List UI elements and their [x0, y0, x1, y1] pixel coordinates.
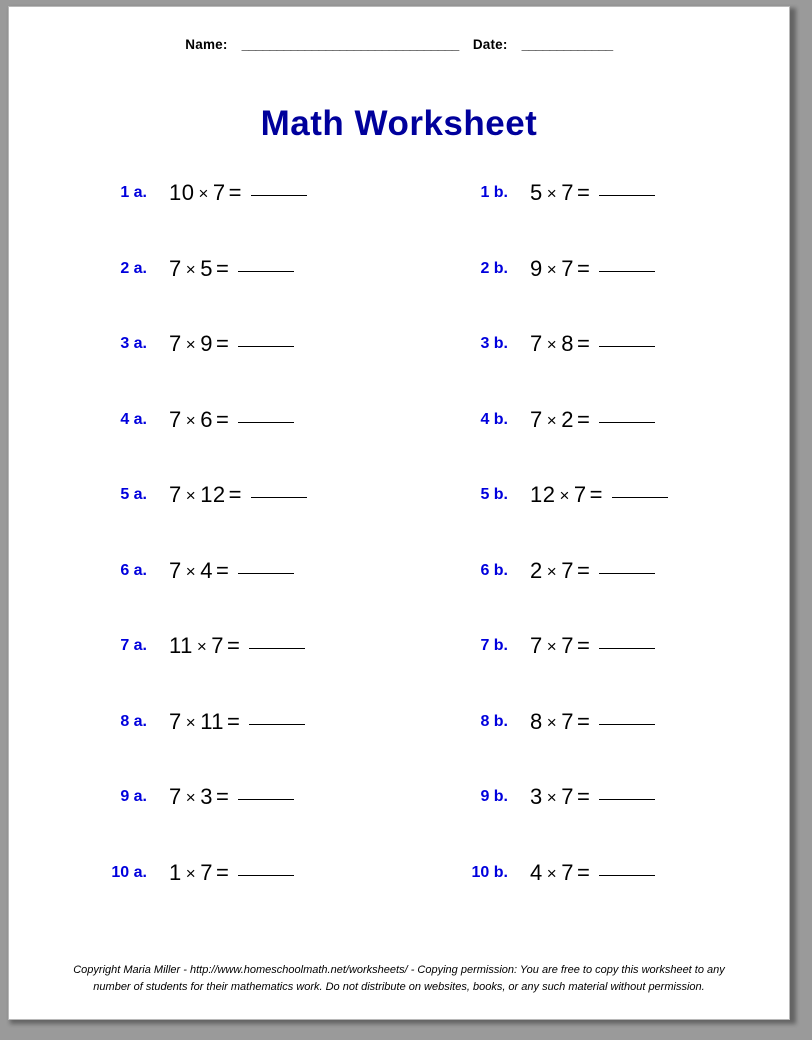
problem-row: [9, 180, 789, 256]
problem-cell: [428, 256, 789, 332]
multiply-icon: ×: [546, 863, 558, 883]
problem-label: 6 b.: [480, 561, 508, 579]
equals-sign: =: [227, 708, 241, 734]
operand-a: 7: [530, 633, 543, 658]
operand-a: 9: [530, 255, 543, 281]
answer-blank[interactable]: [599, 195, 655, 196]
operand-b: 2: [561, 406, 574, 432]
operand-b: 7: [573, 482, 587, 507]
problem-expression: [147, 256, 294, 282]
problem-label: 3 b.: [480, 335, 508, 352]
operand-b: 7: [561, 255, 574, 281]
operand-b: 9: [200, 331, 213, 356]
problem-label: 3 a.: [120, 335, 147, 352]
problem-cell: [9, 633, 428, 709]
problem-expression: [147, 180, 307, 206]
problem-label: 4 b.: [480, 410, 508, 428]
answer-blank[interactable]: [238, 573, 294, 574]
problem-label: 1 a.: [120, 184, 147, 201]
problem-cell: [9, 709, 428, 785]
problem-expression: [508, 256, 655, 282]
equals-sign: =: [215, 557, 230, 583]
problem-label: 10 a.: [111, 863, 147, 881]
multiply-icon: ×: [546, 335, 558, 354]
copyright-line-1: Copyright Maria Miller - http://www.homeschoolmath.net/worksheets/ - Copying permission: You are free to copy this worksheet to any: [73, 963, 725, 976]
operand-a: 7: [530, 406, 543, 432]
problem-row: [9, 331, 789, 407]
problem-cell: [9, 558, 428, 634]
operand-a: 12: [530, 482, 556, 507]
problem-label: 5 b.: [480, 486, 508, 503]
problem-label: 7 a.: [120, 637, 147, 654]
problem-row: [9, 784, 789, 860]
problem-expression: [508, 180, 655, 206]
date-label: Date:: [472, 37, 508, 52]
problem-expression: [508, 784, 655, 810]
operand-b: 5: [200, 255, 213, 281]
problem-expression: [508, 407, 655, 433]
answer-blank[interactable]: [599, 422, 655, 423]
operand-a: 7: [169, 557, 182, 583]
problem-cell: [9, 784, 428, 860]
multiply-icon: ×: [185, 486, 197, 505]
problem-cell: [9, 407, 428, 483]
operand-a: 7: [530, 331, 543, 356]
problem-cell: [9, 860, 428, 936]
multiply-icon: ×: [559, 486, 570, 505]
problem-expression: [147, 482, 307, 508]
answer-blank[interactable]: [238, 346, 294, 347]
problem-grid: [9, 180, 789, 935]
operand-b: 7: [212, 180, 226, 205]
answer-blank[interactable]: [251, 497, 307, 498]
answer-blank[interactable]: [249, 648, 305, 649]
multiply-icon: ×: [546, 788, 558, 807]
problem-expression: [508, 709, 655, 735]
problem-label: 8 a.: [120, 712, 147, 730]
operand-b: 7: [561, 180, 574, 205]
operand-a: 7: [169, 331, 182, 356]
operand-b: 4: [200, 557, 213, 583]
equals-sign: =: [215, 406, 230, 432]
multiply-icon: ×: [546, 410, 558, 430]
name-blank-line: _______________________________: [241, 37, 459, 52]
problem-cell: [9, 180, 428, 256]
multiply-icon: ×: [546, 712, 558, 732]
problem-cell: [428, 180, 789, 256]
equals-sign: =: [576, 180, 591, 205]
answer-blank[interactable]: [599, 271, 655, 272]
problem-cell: [9, 331, 428, 407]
problem-cell: [428, 482, 789, 558]
equals-sign: =: [215, 331, 230, 356]
operand-a: 4: [530, 859, 543, 885]
copyright-line-2: number of students for their mathematics work. Do not distribute on websites, books, or any such material without permission.: [93, 981, 705, 994]
problem-cell: [428, 784, 789, 860]
operand-a: 7: [169, 784, 182, 809]
problem-label: 10 b.: [471, 863, 508, 881]
problem-row: [9, 709, 789, 785]
equals-sign: =: [576, 557, 591, 583]
equals-sign: =: [576, 708, 591, 734]
problem-expression: [147, 784, 294, 810]
equals-sign: =: [228, 482, 243, 507]
problem-label: 5 a.: [120, 486, 147, 503]
equals-sign: =: [576, 255, 591, 281]
problem-label: 6 a.: [120, 561, 147, 579]
operand-a: 7: [169, 255, 182, 281]
problem-label: 2 b.: [480, 259, 508, 277]
problem-expression: [508, 482, 668, 508]
worksheet-page: [8, 6, 790, 1020]
problem-expression: [508, 860, 655, 886]
multiply-icon: ×: [546, 184, 558, 203]
operand-b: 3: [200, 784, 213, 809]
operand-b: 8: [561, 331, 574, 356]
problem-cell: [428, 331, 789, 407]
problem-row: [9, 633, 789, 709]
equals-sign: =: [576, 784, 591, 809]
problem-cell: [428, 633, 789, 709]
problem-label: 9 a.: [120, 788, 147, 805]
operand-a: 5: [530, 180, 543, 205]
operand-a: 10: [169, 180, 195, 205]
answer-blank[interactable]: [251, 195, 307, 196]
operand-b: 7: [200, 859, 213, 885]
problem-expression: [147, 860, 294, 886]
problem-row: [9, 256, 789, 332]
answer-blank[interactable]: [612, 497, 668, 498]
multiply-icon: ×: [546, 259, 558, 279]
operand-a: 7: [169, 406, 182, 432]
multiply-icon: ×: [546, 561, 558, 581]
operand-a: 7: [169, 482, 182, 507]
answer-blank[interactable]: [238, 799, 294, 800]
multiply-icon: ×: [185, 335, 197, 354]
problem-row: [9, 482, 789, 558]
operand-b: 7: [211, 633, 225, 658]
multiply-icon: ×: [185, 863, 197, 883]
problem-label: 2 a.: [120, 259, 147, 277]
problem-cell: [9, 482, 428, 558]
answer-blank[interactable]: [238, 875, 294, 876]
multiply-icon: ×: [198, 184, 209, 203]
multiply-icon: ×: [185, 561, 197, 581]
equals-sign: =: [576, 331, 591, 356]
problem-row: [9, 860, 789, 936]
problem-label: 9 b.: [480, 788, 508, 805]
answer-blank[interactable]: [599, 875, 655, 876]
operand-a: 8: [530, 708, 543, 734]
problem-expression: [147, 558, 294, 584]
equals-sign: =: [589, 482, 604, 507]
answer-blank[interactable]: [599, 724, 655, 725]
operand-b: 6: [200, 406, 213, 432]
equals-sign: =: [576, 859, 591, 885]
problem-cell: [428, 407, 789, 483]
answer-blank[interactable]: [599, 573, 655, 574]
multiply-icon: ×: [185, 259, 197, 279]
copyright-footer: [9, 962, 789, 997]
equals-sign: =: [576, 406, 591, 432]
problem-label: 1 b.: [480, 184, 508, 201]
equals-sign: =: [215, 255, 230, 281]
answer-blank[interactable]: [238, 271, 294, 272]
problem-label: 7 b.: [480, 637, 508, 654]
answer-blank[interactable]: [599, 799, 655, 800]
problem-row: [9, 407, 789, 483]
operand-a: 11: [169, 633, 193, 658]
problem-label: 4 a.: [120, 410, 147, 428]
equals-sign: =: [228, 180, 243, 205]
operand-b: 7: [561, 859, 574, 885]
answer-blank[interactable]: [238, 422, 294, 423]
operand-b: 11: [200, 708, 225, 734]
equals-sign: =: [215, 784, 230, 809]
problem-expression: [147, 331, 294, 357]
operand-a: 7: [169, 708, 182, 734]
problem-expression: [508, 331, 655, 357]
operand-b: 7: [561, 708, 574, 734]
operand-b: 7: [561, 784, 574, 809]
problem-cell: [9, 256, 428, 332]
date-blank-line: _____________: [521, 37, 613, 52]
operand-a: 3: [530, 784, 543, 809]
operand-a: 2: [530, 557, 543, 583]
problem-expression: [147, 709, 305, 735]
multiply-icon: ×: [185, 788, 197, 807]
problem-row: [9, 558, 789, 634]
problem-expression: [508, 633, 655, 659]
answer-blank[interactable]: [599, 648, 655, 649]
problem-expression: [147, 407, 294, 433]
problem-expression: [147, 633, 305, 659]
equals-sign: =: [576, 633, 591, 658]
multiply-icon: ×: [546, 637, 558, 656]
page-title: Math Worksheet: [260, 104, 538, 143]
name-label: Name:: [185, 37, 228, 52]
answer-blank[interactable]: [249, 724, 305, 725]
multiply-icon: ×: [196, 637, 208, 656]
problem-cell: [428, 558, 789, 634]
operand-b: 12: [200, 482, 226, 507]
operand-a: 1: [169, 859, 182, 885]
equals-sign: =: [227, 633, 241, 658]
operand-b: 7: [561, 557, 574, 583]
problem-label: 8 b.: [480, 712, 508, 730]
operand-b: 7: [561, 633, 574, 658]
name-date-row: [9, 37, 789, 52]
answer-blank[interactable]: [599, 346, 655, 347]
multiply-icon: ×: [185, 712, 197, 732]
multiply-icon: ×: [185, 410, 197, 430]
equals-sign: =: [215, 859, 230, 885]
problem-cell: [428, 860, 789, 936]
problem-expression: [508, 558, 655, 584]
problem-cell: [428, 709, 789, 785]
